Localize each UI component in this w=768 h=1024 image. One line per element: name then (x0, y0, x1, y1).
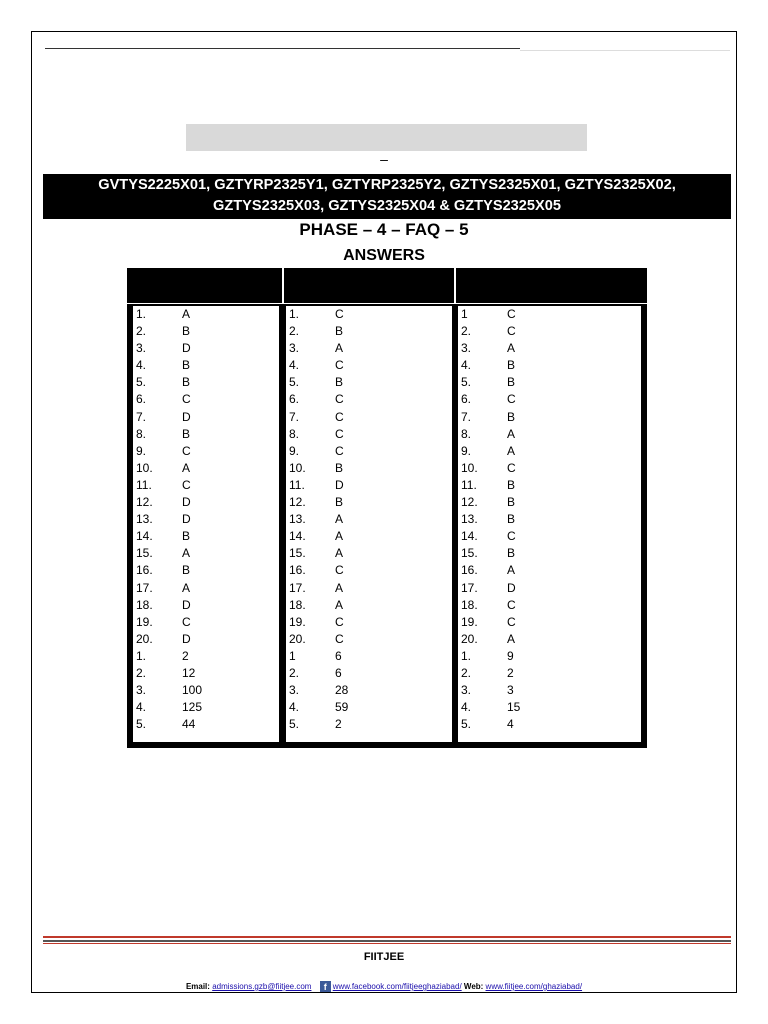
question-number: 10. (289, 460, 306, 475)
question-number: 13. (461, 512, 478, 527)
question-number: 14. (461, 529, 478, 544)
answer-row (133, 323, 279, 340)
answer-row (133, 562, 279, 579)
question-number: 9. (289, 443, 300, 458)
answer-row (286, 648, 452, 665)
answer-value: 100 (182, 683, 203, 698)
answer-value: C (507, 614, 516, 629)
question-number: 3. (461, 341, 472, 356)
header-rule-faint (520, 50, 730, 51)
question-number: 4. (461, 700, 472, 715)
answer-row (286, 323, 452, 340)
answer-row (286, 716, 452, 733)
answer-value: A (507, 341, 516, 356)
answer-value: B (507, 358, 516, 373)
answer-value: B (507, 477, 516, 492)
question-number: 14. (136, 529, 153, 544)
answer-row (133, 357, 279, 374)
question-number: 8. (136, 426, 147, 441)
question-number: 7. (461, 409, 472, 424)
answer-row (286, 374, 452, 391)
answer-row (458, 631, 641, 648)
question-number: 8. (461, 426, 472, 441)
answer-value: D (182, 631, 191, 646)
answer-value: C (335, 426, 344, 441)
answer-row (458, 614, 641, 631)
answer-row (133, 716, 279, 733)
answer-value: C (335, 392, 344, 407)
question-number: 5. (461, 717, 472, 732)
batch-codes-line-2: GZTYS2325X03, GZTYS2325X04 & GZTYS2325X05 (213, 198, 561, 214)
answer-row (458, 357, 641, 374)
answer-row (133, 460, 279, 477)
answer-value: C (335, 409, 344, 424)
question-number: 13. (289, 512, 306, 527)
question-number: 8. (289, 426, 300, 441)
answer-value: B (507, 512, 516, 527)
answer-row (286, 562, 452, 579)
answer-row (458, 597, 641, 614)
answer-row (286, 614, 452, 631)
answer-value: C (182, 477, 191, 492)
answer-row (133, 494, 279, 511)
question-number: 6. (289, 392, 300, 407)
question-number: 11. (136, 477, 152, 492)
question-number: 2. (136, 665, 147, 680)
answer-value: D (335, 477, 344, 492)
answer-value: C (507, 460, 516, 475)
answer-row (133, 391, 279, 408)
column-header (127, 268, 283, 304)
question-number: 12. (461, 495, 478, 510)
footer-rule-red (43, 936, 731, 938)
answer-value: 6 (335, 665, 342, 680)
answer-row (458, 340, 641, 357)
question-number: 7. (289, 409, 300, 424)
answer-value: A (507, 563, 516, 578)
answer-row (286, 306, 452, 323)
question-number: 2. (461, 324, 472, 339)
column-header (455, 268, 647, 304)
question-number: 20. (289, 631, 306, 646)
answer-value: C (335, 443, 344, 458)
answer-row (286, 511, 452, 528)
question-number: 4. (136, 700, 147, 715)
answer-value: 2 (182, 648, 189, 663)
answer-value: 59 (335, 700, 349, 715)
answer-row (458, 580, 641, 597)
question-number: 4. (136, 358, 147, 373)
answer-row (133, 374, 279, 391)
answer-value: A (507, 426, 516, 441)
question-number: 9. (136, 443, 147, 458)
answer-value: A (335, 512, 344, 527)
question-number: 16. (136, 563, 153, 578)
answer-value: A (335, 597, 344, 612)
answer-value: 44 (182, 717, 196, 732)
answer-value: D (182, 597, 191, 612)
question-number: 12. (136, 495, 153, 510)
question-number: 17. (289, 580, 306, 595)
answer-row (458, 477, 641, 494)
answer-value: 125 (182, 700, 203, 715)
question-number: 14. (289, 529, 306, 544)
answer-row (133, 545, 279, 562)
question-number: 5. (289, 717, 300, 732)
question-number: 2. (136, 324, 147, 339)
footer-rule-dark (43, 940, 731, 942)
answer-row (286, 494, 452, 511)
question-number: 16. (289, 563, 306, 578)
batch-codes-banner (43, 174, 731, 219)
question-number: 4. (289, 700, 300, 715)
question-number: 18. (461, 597, 478, 612)
question-number: 3. (136, 683, 147, 698)
answer-value: A (507, 443, 516, 458)
answer-value: C (507, 324, 516, 339)
answer-value: C (335, 631, 344, 646)
answer-value: 2 (335, 717, 342, 732)
answer-value: D (182, 512, 191, 527)
footer-brand: FIITJEE (363, 951, 405, 963)
title-dash: – (380, 151, 388, 167)
footer-contact (0, 981, 768, 992)
question-number: 13. (136, 512, 153, 527)
answer-value: B (182, 324, 191, 339)
answer-value: C (335, 358, 344, 373)
web-label: Web: (463, 982, 484, 991)
answer-value: 9 (507, 648, 514, 663)
answer-value: C (182, 443, 191, 458)
answer-row (133, 511, 279, 528)
question-number: 4. (461, 358, 472, 373)
answer-row (286, 631, 452, 648)
answer-value: C (335, 614, 344, 629)
answers-heading: ANSWERS (343, 247, 425, 264)
question-number: 5. (461, 375, 472, 390)
answer-row (286, 443, 452, 460)
answer-row (133, 426, 279, 443)
answer-row (133, 597, 279, 614)
column-body (458, 306, 641, 742)
answer-key-table (127, 268, 647, 748)
answer-value: B (182, 563, 191, 578)
question-number: 19. (136, 614, 153, 629)
question-number: 15. (461, 546, 478, 561)
answer-value: 15 (507, 700, 521, 715)
question-number: 10. (136, 460, 153, 475)
answer-row (458, 562, 641, 579)
answer-row (133, 528, 279, 545)
question-number: 5. (289, 375, 300, 390)
question-number: 11. (289, 477, 305, 492)
question-number: 15. (136, 546, 153, 561)
answer-row (133, 682, 279, 699)
answer-row (458, 460, 641, 477)
answer-row (133, 306, 279, 323)
question-number: 18. (289, 597, 306, 612)
answer-row (458, 443, 641, 460)
answer-row (133, 340, 279, 357)
answer-row (458, 545, 641, 562)
question-number: 17. (461, 580, 478, 595)
answer-value: B (507, 375, 516, 390)
answer-value: A (507, 631, 516, 646)
answer-row (458, 391, 641, 408)
answer-value: B (335, 375, 344, 390)
question-number: 17. (136, 580, 153, 595)
answer-value: C (335, 563, 344, 578)
answer-row (458, 665, 641, 682)
answer-row (286, 426, 452, 443)
answer-value: D (182, 409, 191, 424)
question-number: 16. (461, 563, 478, 578)
question-number: 2. (461, 665, 472, 680)
answer-value: A (335, 580, 344, 595)
answer-value: C (182, 392, 191, 407)
grey-title-bar (186, 124, 587, 151)
question-number: 12. (289, 495, 306, 510)
question-number: 19. (461, 614, 478, 629)
phase-title: PHASE – 4 – FAQ – 5 (299, 220, 469, 239)
answer-row (458, 306, 641, 323)
answer-row (133, 665, 279, 682)
answer-value: A (335, 341, 344, 356)
question-number: 4. (289, 358, 300, 373)
facebook-icon: f (320, 981, 331, 992)
question-number: 11. (461, 477, 477, 492)
answer-value: 28 (335, 683, 349, 698)
column-body (133, 306, 279, 742)
answer-row (458, 511, 641, 528)
answer-value: 6 (335, 648, 342, 663)
answer-column-1 (127, 268, 283, 748)
question-number: 2. (289, 665, 300, 680)
answer-value: B (507, 546, 516, 561)
answer-value: D (507, 580, 516, 595)
question-number: 1. (461, 648, 472, 663)
answer-row (458, 426, 641, 443)
answer-row (286, 357, 452, 374)
answer-row (286, 528, 452, 545)
answer-value: B (335, 495, 344, 510)
answer-row (133, 443, 279, 460)
question-number: 5. (136, 717, 147, 732)
answer-value: C (335, 307, 344, 321)
answer-row (286, 391, 452, 408)
answer-row (286, 580, 452, 597)
answer-row (458, 374, 641, 391)
web-link[interactable]: www.fiitjee.com/ghaziabad/ (485, 982, 583, 991)
answer-value: D (182, 495, 191, 510)
answer-value: A (182, 546, 191, 561)
answer-value: 4 (507, 717, 514, 732)
answer-row (286, 545, 452, 562)
question-number: 3. (461, 683, 472, 698)
answer-value: C (507, 597, 516, 612)
answer-row (133, 648, 279, 665)
answer-value: A (335, 546, 344, 561)
answer-value: C (507, 392, 516, 407)
answer-row (286, 477, 452, 494)
answer-column-2 (283, 268, 455, 748)
answer-value: B (335, 324, 344, 339)
question-number: 1 (461, 307, 468, 321)
question-number: 7. (136, 409, 147, 424)
answer-value: B (182, 529, 191, 544)
answer-row (458, 682, 641, 699)
answer-row (458, 716, 641, 733)
question-number: 1. (289, 307, 300, 321)
email-label: Email: (185, 982, 210, 991)
answer-row (133, 477, 279, 494)
question-number: 1 (289, 648, 296, 663)
answer-row (458, 494, 641, 511)
answer-value: A (335, 529, 344, 544)
answer-row (286, 597, 452, 614)
question-number: 6. (136, 392, 147, 407)
answer-value: 3 (507, 683, 514, 698)
question-number: 19. (289, 614, 306, 629)
answer-row (458, 409, 641, 426)
facebook-link[interactable]: www.facebook.com/fiitjeeghaziabad/ (332, 982, 462, 991)
answer-row (133, 580, 279, 597)
answer-row (133, 409, 279, 426)
answer-row (286, 409, 452, 426)
answer-row (286, 460, 452, 477)
answer-value: B (182, 426, 191, 441)
answer-row (286, 682, 452, 699)
batch-codes-line-1: GVTYS2225X01, GZTYRP2325Y1, GZTYRP2325Y2, GZTYS2325X01, GZTYS2325X02, (98, 177, 676, 193)
question-number: 5. (136, 375, 147, 390)
answer-value: B (182, 358, 191, 373)
answer-value: A (182, 460, 191, 475)
question-number: 20. (461, 631, 478, 646)
answer-value: B (507, 409, 516, 424)
question-number: 2. (289, 324, 300, 339)
question-number: 6. (461, 392, 472, 407)
answer-row (286, 699, 452, 716)
answer-value: C (507, 529, 516, 544)
question-number: 3. (136, 341, 147, 356)
footer-rule-red-thin (43, 943, 731, 944)
answer-row (458, 323, 641, 340)
question-number: 1. (136, 648, 147, 663)
answer-value: B (182, 375, 191, 390)
question-number: 3. (289, 341, 300, 356)
header-rule (45, 48, 520, 49)
answer-value: C (507, 307, 516, 321)
question-number: 18. (136, 597, 153, 612)
answer-value: 2 (507, 665, 514, 680)
answer-value: A (182, 307, 191, 321)
answer-value: D (182, 341, 191, 356)
answer-value: B (507, 495, 516, 510)
answer-value: C (182, 614, 191, 629)
question-number: 1. (136, 307, 147, 321)
question-number: 3. (289, 683, 300, 698)
column-header (283, 268, 455, 304)
question-number: 10. (461, 460, 478, 475)
column-body (286, 306, 452, 742)
answer-row (458, 648, 641, 665)
answer-row (458, 699, 641, 716)
email-link[interactable]: admissions.gzb@fiitjee.com (212, 982, 312, 991)
answer-row (286, 340, 452, 357)
answer-row (133, 614, 279, 631)
question-number: 9. (461, 443, 472, 458)
answer-column-3 (455, 268, 647, 748)
answer-row (286, 665, 452, 682)
answer-row (458, 528, 641, 545)
answer-value: A (182, 580, 191, 595)
answer-row (133, 631, 279, 648)
answer-value: 12 (182, 665, 196, 680)
question-number: 15. (289, 546, 306, 561)
answer-value: B (335, 460, 344, 475)
question-number: 20. (136, 631, 153, 646)
answer-row (133, 699, 279, 716)
